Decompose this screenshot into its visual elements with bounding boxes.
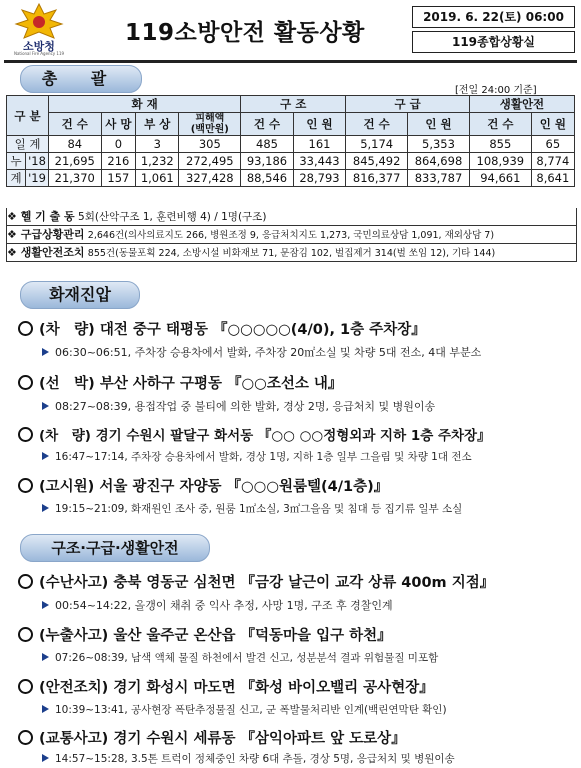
table-cell: 216	[101, 153, 136, 170]
column-header: 건 수	[49, 113, 102, 136]
table-cell: 94,661	[469, 170, 531, 187]
fire-incident-title: (고시원) 서울 광진구 자양동 『○○○원룸텔(4/1층)』	[18, 475, 388, 496]
table-cell: 816,377	[346, 170, 408, 187]
safety-group-header: 생활안전	[469, 96, 574, 113]
row-label: 누	[7, 153, 26, 170]
table-cell: 65	[531, 136, 574, 153]
table-cell: 21,695	[49, 153, 102, 170]
fire-incident-title: (차 량) 경기 수원시 팔달구 화서동 『○○ ○○정형외과 지하 1층 주차장』	[18, 424, 491, 444]
row-year: '19	[26, 170, 49, 187]
circle-bullet-icon	[18, 730, 33, 745]
table-cell: 1,232	[136, 153, 179, 170]
column-header: 부 상	[136, 113, 179, 136]
triangle-arrow-icon	[42, 601, 49, 609]
fire-section-heading: 화재진압	[20, 281, 140, 309]
table-cell: 8,641	[531, 170, 574, 187]
table-cell: 864,698	[408, 153, 470, 170]
note-text: 855건(동물포획 224, 소방시설 비화재보 71, 문잠김 102, 벌집제거 314(벌 쏘임 12), 기타 144)	[87, 248, 496, 259]
rescue-incident-title: (수난사고) 충북 영동군 심천면 『금강 날근이 교각 상류 400m 지점』	[18, 571, 494, 592]
table-cell: 855	[469, 136, 531, 153]
triangle-arrow-icon	[42, 653, 49, 661]
column-header: 건 수	[346, 113, 408, 136]
rescue-group-header: 구 조	[241, 96, 346, 113]
triangle-arrow-icon	[42, 452, 49, 460]
circle-bullet-icon	[18, 627, 33, 642]
rescue-incident-title: (누출사고) 울산 울주군 온산읍 『덕동마을 입구 하천』	[18, 624, 392, 645]
summary-heading: 총 괄	[20, 65, 142, 93]
ems-group-header: 구 급	[346, 96, 470, 113]
note-text: 2,646건(의사의료지도 266, 병원조정 9, 응급처치지도 1,273, 국민의료상담 1,091, 재외상담 7)	[87, 230, 495, 241]
page-title: 119소방안전 활동상황	[125, 20, 365, 46]
column-header: 인 원	[408, 113, 470, 136]
table-cell: 485	[241, 136, 294, 153]
table-cell: 1,061	[136, 170, 179, 187]
table-cell: 93,186	[241, 153, 294, 170]
circle-bullet-icon	[18, 321, 33, 336]
row-year: '18	[26, 153, 49, 170]
table-cell: 3	[136, 136, 179, 153]
fire-incident-detail: 08:27~08:39, 용접작업 중 불티에 의한 발화, 경상 2명, 응급처치 및 병원이송	[42, 398, 435, 414]
row-label: 계	[7, 170, 26, 187]
table-cell: 0	[101, 136, 136, 153]
table-row	[7, 136, 575, 153]
table-row	[7, 153, 575, 170]
table-cell: 33,443	[293, 153, 346, 170]
rescue-incident-title: (안전조치) 경기 화성시 마도면 『화성 바이오밸리 공사현장』	[18, 676, 434, 697]
table-cell: 845,492	[346, 153, 408, 170]
table-cell: 84	[49, 136, 102, 153]
rescue-incident-detail: 07:26~08:39, 남색 액체 물질 하천에서 발견 신고, 성분분석 결과 위험물질 미포함	[42, 650, 438, 665]
fire-incident-detail: 06:30~06:51, 주차장 승용차에서 발화, 주차장 20㎡소실 및 차량 5대 전소, 4대 부분소	[42, 344, 481, 360]
rescue-incident-title: (교통사고) 경기 수원시 세류동 『삼익아파트 앞 도로상』	[18, 727, 406, 748]
rescue-incident-detail: 10:39~13:41, 공사현장 폭탄추정물질 신고, 군 폭발물처리반 인계(백린연막탄 확인)	[42, 702, 447, 717]
logo-subtitle: National Fire Agency 119	[13, 51, 65, 56]
rescue-section-heading: 구조·구급·생활안전	[20, 534, 210, 562]
summary-table	[6, 95, 575, 187]
circle-bullet-icon	[18, 478, 33, 493]
table-cell: 833,787	[408, 170, 470, 187]
note-label: ❖ 생활안전조치	[7, 246, 85, 259]
note-label: ❖ 구급상황관리	[7, 228, 85, 241]
table-cell: 88,546	[241, 170, 294, 187]
triangle-arrow-icon	[42, 348, 49, 356]
table-cell: 161	[293, 136, 346, 153]
column-header: 피해액 (백만원)	[179, 113, 241, 136]
fire-group-header: 화 재	[49, 96, 241, 113]
triangle-arrow-icon	[42, 705, 49, 713]
triangle-arrow-icon	[42, 754, 49, 762]
fire-incident-title: (차 량) 대전 중구 태평동 『○○○○○(4/0), 1층 주차장』	[18, 318, 426, 339]
logo-label: 소방청	[23, 40, 55, 53]
table-cell: 5,174	[346, 136, 408, 153]
report-date: 2019. 6. 22(토) 06:00	[412, 6, 575, 28]
triangle-arrow-icon	[42, 504, 49, 512]
rescue-incident-detail: 14:57~15:28, 3.5톤 트럭이 정체중인 차량 6대 추돌, 경상 5명, 응급처치 및 병원이송	[42, 751, 455, 766]
column-header: 인 원	[293, 113, 346, 136]
column-header: 사 망	[101, 113, 136, 136]
row-label: 일 계	[7, 136, 49, 153]
circle-bullet-icon	[18, 679, 33, 694]
summary-basis: [전일 24:00 기준]	[455, 85, 537, 96]
note-safety	[6, 244, 577, 262]
note-text: 5회(산악구조 1, 훈련비행 4) / 1명(구조)	[78, 211, 267, 223]
table-cell: 5,353	[408, 136, 470, 153]
table-cell: 305	[179, 136, 241, 153]
column-header: 건 수	[241, 113, 294, 136]
fire-incident-detail: 16:47~17:14, 주차장 승용차에서 발화, 경상 1명, 지하 1층 일부 그을림 및 차량 1대 전소	[42, 449, 472, 464]
circle-bullet-icon	[18, 375, 33, 390]
fire-incident-title: (선 박) 부산 사하구 구평동 『○○조선소 내』	[18, 372, 342, 393]
circle-bullet-icon	[18, 427, 33, 442]
table-cell: 157	[101, 170, 136, 187]
category-header: 구 분	[7, 96, 49, 136]
table-cell: 327,428	[179, 170, 241, 187]
note-helicopter	[6, 208, 577, 226]
department-label: 119종합상황실	[412, 31, 575, 53]
header-divider	[4, 60, 577, 63]
table-cell: 108,939	[469, 153, 531, 170]
fire-incident-detail: 19:15~21:09, 화재원인 조사 중, 원룸 1㎡소실, 3㎡그을음 및 침대 등 집기류 일부 소실	[42, 501, 462, 516]
note-ems-management	[6, 226, 577, 244]
circle-bullet-icon	[18, 574, 33, 589]
triangle-arrow-icon	[42, 402, 49, 410]
table-cell: 21,370	[49, 170, 102, 187]
table-row	[7, 170, 575, 187]
rescue-incident-detail: 00:54~14:22, 올갱이 채취 중 익사 추정, 사망 1명, 구조 후 경찰인계	[42, 597, 393, 613]
column-header: 건 수	[469, 113, 531, 136]
table-cell: 8,774	[531, 153, 574, 170]
table-cell: 272,495	[179, 153, 241, 170]
note-label: ❖ 헬 기 출 동	[7, 210, 75, 223]
column-header: 인 원	[531, 113, 574, 136]
table-cell: 28,793	[293, 170, 346, 187]
